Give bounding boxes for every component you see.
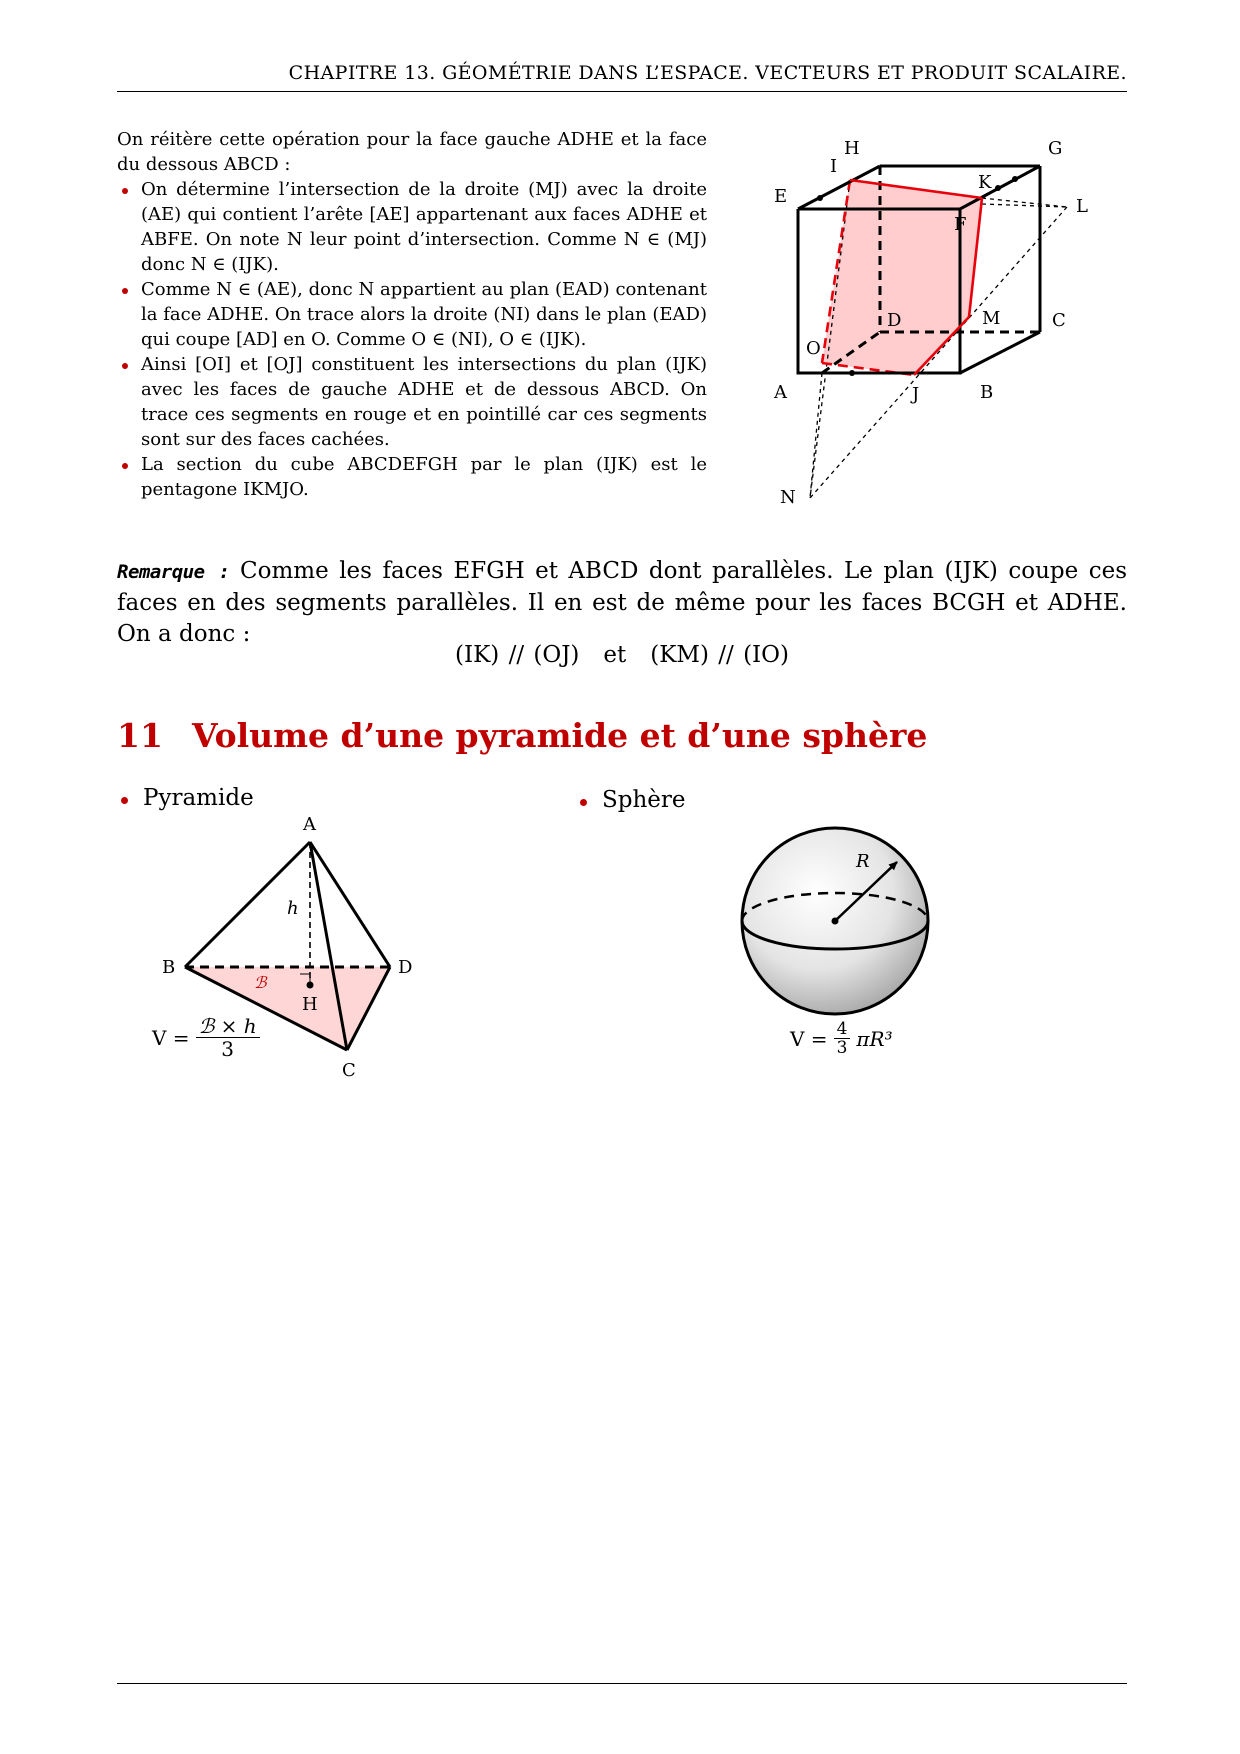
label-J: J	[912, 384, 920, 405]
bullet-sphere: Sphère	[576, 787, 686, 813]
point-K2-mark	[1012, 176, 1018, 182]
list-item: La section du cube ABCDEFGH par le plan (IJK) est le pentagone IKMJO.	[117, 452, 707, 502]
intro-lead: On réitère cette opération pour la face gauche ADHE et la face du dessous ABCD :	[117, 129, 707, 175]
sphere-volume-numerator: 4	[834, 1020, 851, 1039]
label-I: I	[830, 156, 838, 177]
point-I-mark	[817, 195, 823, 201]
label-C: C	[342, 1060, 356, 1081]
label-G: G	[1048, 138, 1063, 159]
formula-connector: et	[603, 642, 627, 668]
label-K: K	[978, 172, 992, 193]
intro-text	[117, 127, 707, 502]
section-heading	[117, 716, 927, 755]
label-D: D	[398, 957, 413, 978]
label-L: L	[1076, 196, 1088, 217]
line-AN	[810, 373, 822, 498]
sphere-volume-lhs: V =	[790, 1026, 828, 1051]
section-number: 11	[117, 716, 163, 755]
label-A: A	[774, 382, 787, 403]
list-item: Ainsi [OI] et [OJ] constituent les intersections du plan (IJK) avec les faces de gauche ADHE et de dessous ABCD. On trace ces segments en rouge et en pointillé car ces segments sont sur des faces cachées.	[117, 352, 707, 452]
label-B: B	[162, 957, 176, 978]
label-A: A	[303, 814, 316, 835]
header-rule	[117, 91, 1127, 92]
pyramid-volume	[152, 1015, 260, 1060]
pyramid-volume-lhs: V =	[152, 1025, 190, 1050]
sphere-center-mark	[832, 918, 839, 925]
sphere-volume-rhs: πR³	[856, 1026, 893, 1051]
sphere-figure	[700, 820, 960, 1020]
formula-right: (KM) // (IO)	[650, 642, 789, 668]
footer-rule	[117, 1683, 1127, 1684]
label-E: E	[774, 186, 788, 207]
pyramid-volume-numerator: ℬ × h	[196, 1015, 260, 1038]
remark-label: Remarque :	[117, 561, 230, 583]
label-O: O	[806, 338, 821, 359]
sphere-volume	[790, 1020, 893, 1057]
edge-BC	[960, 332, 1040, 373]
label-B: B	[980, 382, 994, 403]
label-F: F	[954, 214, 967, 235]
formula-left: (IK) // (OJ)	[455, 642, 580, 668]
pyramid-volume-denominator: 3	[221, 1037, 234, 1061]
label-H: H	[844, 138, 860, 159]
sphere-volume-denominator: 3	[836, 1038, 848, 1058]
point-H-mark	[307, 982, 314, 989]
pyramid-volume-fraction	[196, 1015, 260, 1060]
list-item: On détermine l’intersection de la droite (MJ) avec la droite (AE) qui contient l’arête [AE] appartenant aux faces ADHE et ABFE. On note N leur point d’intersection. Comme N ∈ (MJ) donc N ∈ (IJK).	[117, 177, 707, 277]
label-D: D	[887, 310, 902, 331]
bullet-pyramid: Pyramide	[117, 785, 254, 811]
running-header: CHAPITRE 13. GÉOMÉTRIE DANS L’ESPACE. VECTEURS ET PRODUIT SCALAIRE.	[288, 62, 1127, 84]
label-H: H	[302, 994, 318, 1015]
sphere-volume-fraction	[834, 1020, 851, 1057]
remark-text: Comme les faces EFGH et ABCD dont parallèles. Le plan (IJK) coupe ces faces en des segments parallèles. Il en est de même pour les faces BCGH et ADHE. On a donc :	[117, 558, 1128, 647]
label-N: N	[780, 487, 796, 508]
section-title-text: Volume d’une pyramide et d’une sphère	[192, 716, 928, 755]
remark-block	[117, 556, 1127, 650]
intro-list	[117, 177, 707, 502]
label-base: ℬ	[254, 973, 267, 992]
point-J-mark	[849, 370, 855, 376]
label-h: h	[287, 898, 299, 919]
list-item: Comme N ∈ (AE), donc N appartient au plan (EAD) contenant la face ADHE. On trace alors la droite (NI) dans le plan (EAD) qui coupe [AD] en O. Comme O ∈ (NI), O ∈ (IJK).	[117, 277, 707, 352]
parallel-formula	[117, 642, 1127, 668]
label-M: M	[982, 308, 1001, 329]
label-R: R	[856, 851, 870, 872]
cube-section-figure	[770, 132, 1110, 512]
label-C: C	[1052, 310, 1066, 331]
point-K-mark	[995, 185, 1001, 191]
